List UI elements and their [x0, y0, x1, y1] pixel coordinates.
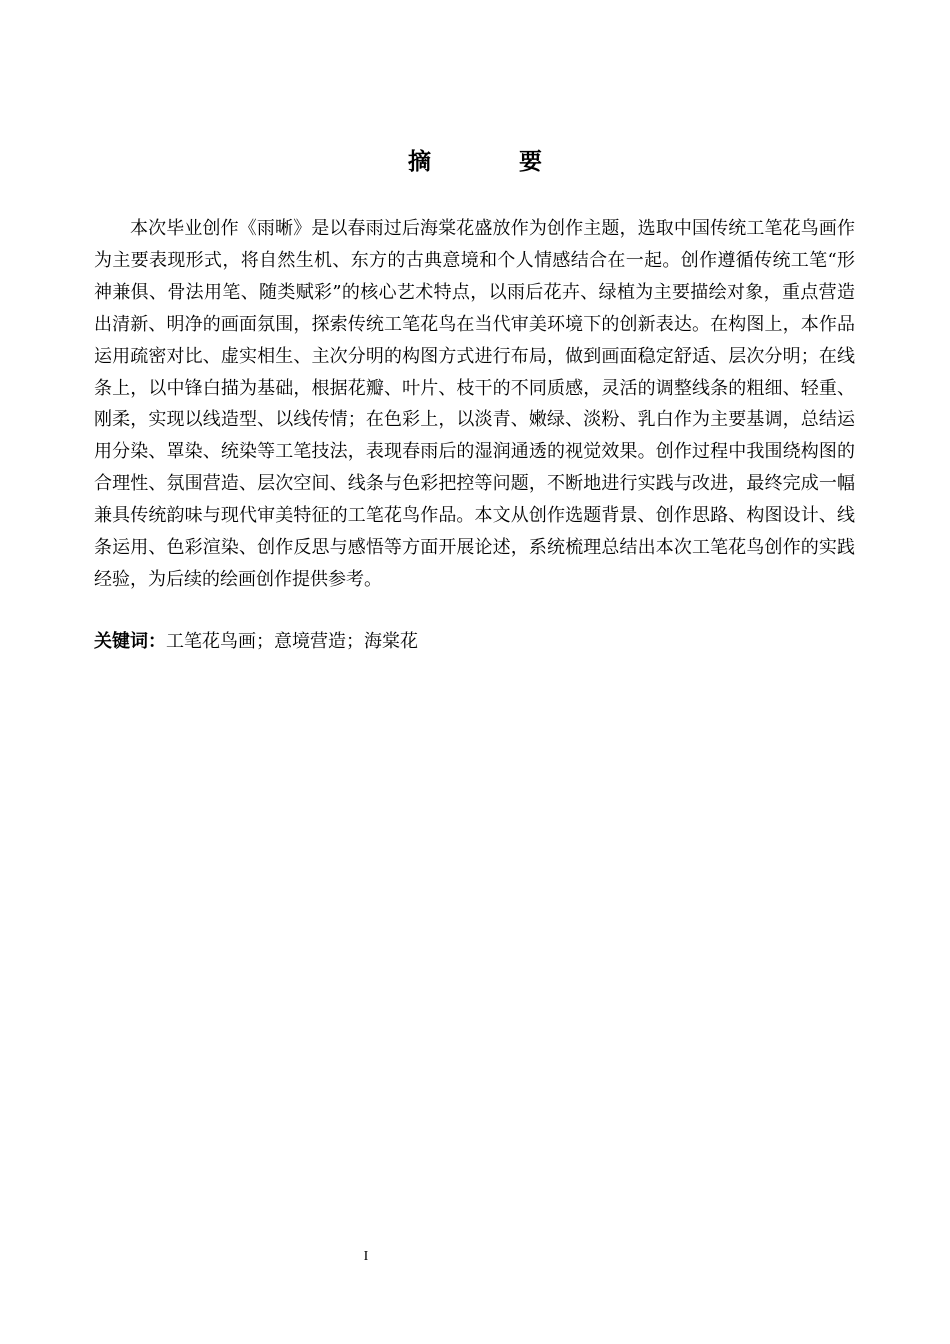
page-number: I [363, 1249, 369, 1264]
keywords-text: 工笔花鸟画；意境营造；海棠花 [166, 631, 418, 652]
keywords-line [94, 628, 855, 656]
abstract-paragraph: 本次毕业创作《雨晰》是以春雨过后海棠花盛放作为创作主题，选取中国传统工笔花鸟画作为主要表现形式，将自然生机、东方的古典意境和个人情感结合在一起。创作遵循传统工笔“形神兼俱、骨法用笔、随类赋彩”的核心艺术特点，以雨后花卉、绿植为主要描绘对象，重点营造出清新、明净的画面氛围，探索传统工笔花鸟在当代审美环境下的创新表达。在构图上，本作品运用疏密对比、虚实相生、主次分明的构图方式进行布局，做到画面稳定舒适、层次分明；在线条上，以中锋白描为基础，根据花瓣、叶片、枝干的不同质感，灵活的调整线条的粗细、轻重、刚柔，实现以线造型、以线传情；在色彩上，以淡青、嫩绿、淡粉、乳白作为主要基调，总结运用分染、罩染、统染等工笔技法，表现春雨后的湿润通透的视觉效果。创作过程中我围绕构图的合理性、氛围营造、层次空间、线条与色彩把控等问题，不断地进行实践与改进，最终完成一幅兼具传统韵味与现代审美特征的工笔花鸟作品。本文从创作选题背景、创作思路、构图设计、线条运用、色彩渲染、创作反思与感悟等方面开展论述，系统梳理总结出本次工笔花鸟创作的实践经验，为后续的绘画创作提供参考。 [94, 218, 855, 590]
page-title: 摘 要 [407, 149, 582, 175]
keywords-label: 关键词： [94, 631, 166, 652]
